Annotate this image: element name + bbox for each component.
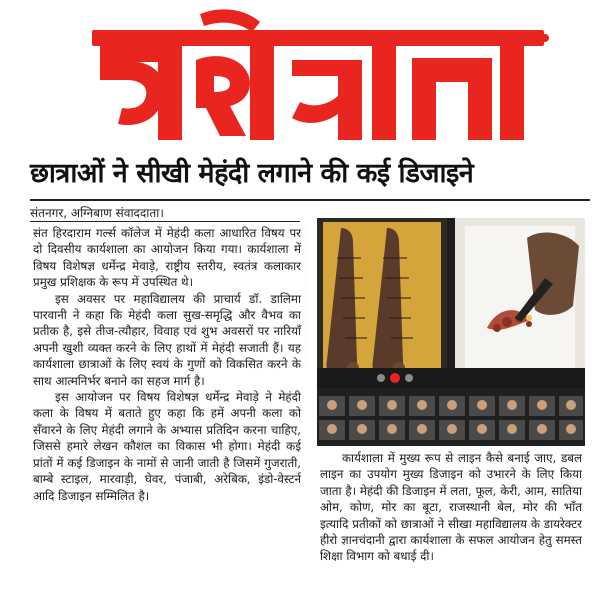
- video-call-screenshot: [317, 218, 585, 446]
- headline-divider: [30, 199, 590, 201]
- headline: छात्राओं ने सीखी मेहंदी लगाने की कई डिजाइने: [30, 158, 474, 189]
- article-paragraph: संत हिरदाराम गर्ल्स कॉलेज में मेहंदी कला आधारित विषय पर दो दिवसीय कार्यशाला का आयोजन किया गया। कार्यशाला में विषय विशेषज्ञ धर्मेन्द्र मेवाड़े, राष्ट्रीय स्तरीय, स्वतंत्र कलाकार प्रमुख प्रशिक्षक के रूप में उपस्थित थे।: [33, 226, 301, 290]
- left-column: [33, 225, 301, 504]
- byline: संतनगर, अग्निबाण संवाददाता।: [30, 206, 164, 220]
- article-paragraph: कार्यशाला में मुख्य रूप से लाइन कैसे बनाई जाए, डबल लाइन का उपयोग मुख्य डिजाइन को उभारने के लिए किया जाता है। मेहंदी की डिजाइन में लता, फूल, केरी, आम, सातिया ओम, कोण, मोर का बूटा, राजस्थानी बेल, मोर की भाँत इत्यादि प्रतीकों को छात्राओं ने सीखा महाविद्यालय के डायरेक्टर हीरो ज्ञानचंदानी द्वारा कार्यशाला के सफल आयोजन हेतु समस्त शिक्षा विभाग को बधाई दी।: [320, 451, 582, 564]
- workshop-photo: [317, 218, 585, 446]
- masthead: [0, 0, 605, 150]
- byline-divider: [30, 221, 300, 222]
- article-paragraph: इस अवसर पर महाविद्यालय की प्राचार्य डॉ. डालिमा पारवानी ने कहा कि मेहंदी कला सुख-समृद्धि और वैभव का प्रतीक है, इसे तीज-त्यौहार, विवाह एवं शुभ अवसरों पर नारियाँ अपनी खुशी व्यक्त करने के लिए हाथों में मेहंदी सजाती हैं। यह कार्यशाला छात्राओं के लिए स्वयं के गुणों को विकसित करने के साथ आत्मनिर्भर बनाने का सहज मार्ग है।: [33, 291, 301, 388]
- agniban-logo: [0, 0, 605, 150]
- article-paragraph: इस आयोजन पर विषय विशेषज्ञ धर्मेन्द्र मेवाड़े ने मेहंदी कला के विषय में बताते हुए कहा कि हमें अपनी कला को सँवारने के लिए मेहंदी लगाने के अभ्यास प्रतिदिन करना चाहिए, जिससे हमारे लेखन कौशल का विकास भी होगा। मेहंदी कई प्रांतों में कई डिजाइन के नामों से जानी जाती है जिसमें गुजराती, बाम्बे स्टाइल, मारवाड़ी, घेवर, पंजाबी, अरेबिक, इंडो-वेस्टर्न आदि डिजाइन सम्मिलित है।: [33, 390, 301, 503]
- right-column: [320, 450, 582, 565]
